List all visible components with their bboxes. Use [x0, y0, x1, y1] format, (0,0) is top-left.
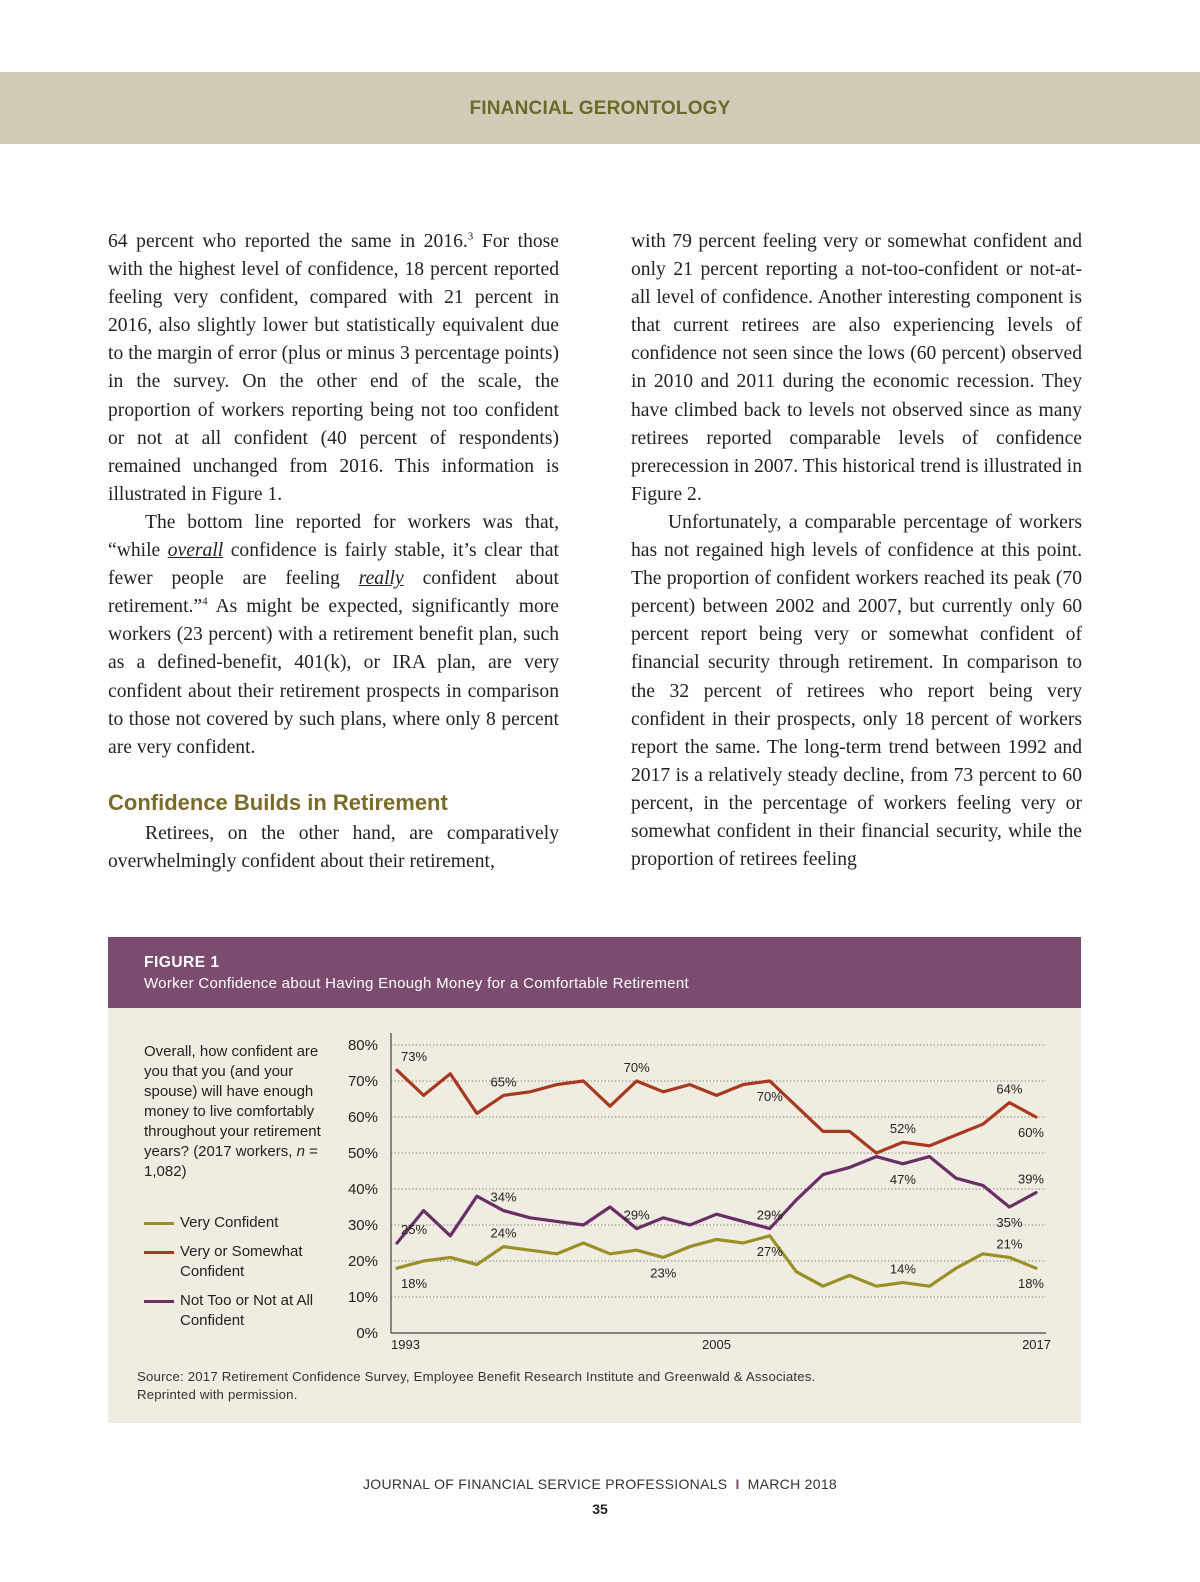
- data-point: [742, 1221, 744, 1223]
- data-point: [503, 1210, 505, 1212]
- data-point: [556, 1084, 558, 1086]
- figure-title: Worker Confidence about Having Enough Money for a Comfortable Retirement: [144, 975, 689, 992]
- data-label: 18%: [401, 1276, 428, 1292]
- line-chart: [108, 937, 1081, 1377]
- data-label: 18%: [1017, 1276, 1044, 1292]
- left-column: [108, 228, 559, 876]
- data-label: 73%: [401, 1049, 428, 1065]
- data-point: [769, 1228, 771, 1230]
- data-point: [449, 1257, 451, 1259]
- data-label: 29%: [756, 1207, 783, 1223]
- data-point: [556, 1221, 558, 1223]
- data-label: 70%: [623, 1060, 650, 1075]
- data-label: 24%: [490, 1225, 517, 1241]
- data-point: [396, 1242, 398, 1244]
- figure-label: FIGURE 1: [144, 954, 220, 971]
- data-point: [796, 1271, 798, 1273]
- data-point: [1009, 1206, 1011, 1208]
- data-point: [529, 1091, 531, 1093]
- x-tick-label: 2005: [702, 1337, 731, 1352]
- y-tick-label: 10%: [347, 1289, 378, 1306]
- data-point: [796, 1105, 798, 1107]
- data-label: 64%: [996, 1081, 1023, 1097]
- footer-separator: I: [735, 1476, 740, 1492]
- data-point: [955, 1177, 957, 1179]
- page-footer: [0, 1476, 1200, 1492]
- data-point: [583, 1224, 585, 1226]
- running-header-title: FINANCIAL GERONTOLOGY: [469, 98, 731, 119]
- data-point: [742, 1242, 744, 1244]
- data-label: 29%: [623, 1207, 650, 1223]
- data-point: [662, 1091, 664, 1093]
- data-point: [529, 1249, 531, 1251]
- footnote-ref[interactable]: 4: [202, 595, 208, 608]
- data-label: 14%: [889, 1261, 916, 1277]
- data-point: [476, 1264, 478, 1266]
- data-label: 65%: [490, 1074, 517, 1090]
- data-point: [849, 1167, 851, 1169]
- text-span: = 1,082): [144, 1143, 318, 1180]
- data-point: [609, 1253, 611, 1255]
- data-point: [875, 1285, 877, 1287]
- data-point: [716, 1239, 718, 1241]
- data-point: [982, 1185, 984, 1187]
- figure-1: [108, 937, 1081, 1423]
- figure-source: [137, 1368, 816, 1404]
- section-heading: Confidence Builds in Retirement: [108, 789, 448, 815]
- sample-size-symbol: n: [296, 1143, 305, 1160]
- data-point: [636, 1080, 638, 1082]
- data-point: [982, 1123, 984, 1125]
- text-span: The bottom line reported for workers was that, “while: [108, 511, 559, 562]
- data-point: [583, 1080, 585, 1082]
- data-point: [875, 1156, 877, 1158]
- emphasis-really: really: [358, 568, 404, 590]
- page-number: 35: [592, 1501, 608, 1517]
- y-tick-label: 70%: [347, 1073, 378, 1090]
- y-tick-label: 80%: [347, 1037, 378, 1054]
- data-point: [742, 1084, 744, 1086]
- x-tick-label: 1993: [391, 1337, 420, 1352]
- text-span: confident about retirement.”: [108, 568, 559, 618]
- right-column: [631, 228, 1082, 874]
- data-point: [822, 1131, 824, 1133]
- data-label: 34%: [490, 1189, 517, 1205]
- text-span: For those with the highest level of confidence, 18 percent reported feeling very confident, compared with 21 percent in 2016, also slightly lower but statistically equivalent due to the margin of error (plus or minus 3 percentage points) in the survey. On the other end of the scale, the proportion of workers reporting being not too confident or not at all confident (40 percent of respondents) remained unchanged from 2016. This information is illustrated in Figure 1.: [108, 231, 559, 505]
- data-point: [662, 1257, 664, 1259]
- data-point: [796, 1199, 798, 1201]
- data-point: [423, 1260, 425, 1262]
- data-point: [449, 1235, 451, 1237]
- data-point: [476, 1113, 478, 1115]
- running-header: [0, 72, 1200, 144]
- data-point: [423, 1095, 425, 1097]
- y-tick-label: 50%: [347, 1145, 378, 1162]
- data-point: [636, 1249, 638, 1251]
- y-tick-label: 40%: [347, 1181, 378, 1198]
- data-point: [982, 1253, 984, 1255]
- left-paragraph-3: Retirees, on the other hand, are comparatively overwhelmingly confident about their retirement,: [108, 822, 559, 872]
- legend-label: Not Too or Not at All Confident: [180, 1292, 314, 1329]
- data-point: [902, 1163, 904, 1165]
- data-point: [1009, 1257, 1011, 1259]
- left-paragraph-1: [108, 228, 559, 509]
- data-point: [929, 1145, 931, 1147]
- data-point: [875, 1152, 877, 1154]
- right-paragraph-1: with 79 percent feeling very or somewhat confident and only 21 percent reporting a not-too-confident or not-at-all level of confidence. Another interesting component is that current retirees are also experiencing levels of confidence not seen since the lows (60 percent) observed in 2010 and 2011 during the economic recession. They have climbed back to levels not observed since as many retirees reported comparable levels of confidence prerecession in 2007. This historical trend is illustrated in Figure 2.: [631, 231, 1082, 505]
- legend-label: Very or Somewhat Confident: [180, 1243, 303, 1280]
- data-point: [849, 1131, 851, 1133]
- data-label: 35%: [996, 1215, 1023, 1230]
- y-tick-label: 20%: [347, 1253, 378, 1270]
- data-point: [769, 1235, 771, 1237]
- data-point: [929, 1285, 931, 1287]
- data-point: [476, 1195, 478, 1197]
- left-paragraph-2: [108, 509, 559, 762]
- data-label: 39%: [1017, 1171, 1044, 1187]
- text-span: Overall, how confident are you that you (and your spouse) will have enough money to live comfortably throughout your retirement years? (2017 workers,: [144, 1043, 321, 1160]
- data-point: [662, 1217, 664, 1219]
- data-label: 47%: [889, 1171, 916, 1187]
- data-point: [609, 1206, 611, 1208]
- data-point: [955, 1267, 957, 1269]
- data-point: [503, 1095, 505, 1097]
- data-point: [503, 1246, 505, 1248]
- data-point: [955, 1134, 957, 1136]
- text-span: confidence is fairly stable, it’s clear that fewer people are feeling: [108, 540, 559, 590]
- data-point: [1009, 1102, 1011, 1104]
- data-point: [529, 1217, 531, 1219]
- data-label: 52%: [889, 1121, 916, 1137]
- data-point: [423, 1210, 425, 1212]
- data-label: 27%: [756, 1243, 783, 1259]
- data-point: [769, 1080, 771, 1082]
- x-tick-label: 2017: [1022, 1337, 1051, 1352]
- emphasis-overall: overall: [167, 540, 224, 562]
- data-label: 70%: [756, 1089, 783, 1104]
- source-line: Reprinted with permission.: [137, 1387, 298, 1402]
- data-point: [716, 1213, 718, 1215]
- data-point: [689, 1084, 691, 1086]
- y-tick-label: 30%: [347, 1217, 378, 1234]
- data-point: [396, 1267, 398, 1269]
- data-point: [689, 1246, 691, 1248]
- data-point: [822, 1285, 824, 1287]
- data-point: [902, 1282, 904, 1284]
- issue-date: MARCH 2018: [747, 1476, 838, 1492]
- data-label: 21%: [996, 1236, 1023, 1252]
- data-point: [929, 1156, 931, 1158]
- data-point: [556, 1253, 558, 1255]
- data-point: [583, 1242, 585, 1244]
- data-point: [902, 1141, 904, 1143]
- data-point: [1035, 1116, 1037, 1118]
- legend-label: Very Confident: [180, 1214, 279, 1231]
- data-point: [822, 1174, 824, 1176]
- data-label: 23%: [650, 1265, 677, 1281]
- data-point: [716, 1095, 718, 1097]
- text-span: 64 percent who reported the same in 2016.: [108, 231, 468, 252]
- data-point: [849, 1275, 851, 1277]
- journal-name: JOURNAL OF FINANCIAL SERVICE PROFESSIONALS: [362, 1476, 728, 1492]
- data-label: 25%: [401, 1222, 428, 1237]
- data-point: [396, 1069, 398, 1071]
- y-tick-label: 60%: [347, 1109, 378, 1126]
- y-tick-label: 0%: [356, 1325, 378, 1342]
- text-span: As might be expected, significantly more workers (23 percent) with a retirement benefit plan, such as a defined-benefit, 401(k), or IRA plan, are very confident about their retirement prospects in comparison to those not covered by such plans, where only 8 percent are very confident.: [108, 596, 559, 758]
- footnote-ref[interactable]: 3: [467, 230, 474, 243]
- data-label: 60%: [1017, 1125, 1044, 1140]
- source-line: Source: 2017 Retirement Confidence Survey, Employee Benefit Research Institute and Greenwald & Associates.: [137, 1369, 816, 1384]
- data-point: [449, 1073, 451, 1075]
- data-point: [609, 1105, 611, 1107]
- right-paragraph-2: Unfortunately, a comparable percentage of workers has not regained high levels of confidence at this point. The proportion of confident workers reached its peak (70 percent) between 2002 and 2007, but currently only 60 percent report being very or somewhat confident of financial security through retirement. In comparison to the 32 percent of retirees who report being very confident in their prospects, only 18 percent of workers report the same. The long-term trend between 1992 and 2017 is a relatively steady decline, from 73 percent to 60 percent, in the percentage of workers feeling very or somewhat confident in their financial security, while the proportion of retirees feeling: [631, 511, 1082, 871]
- data-point: [1035, 1267, 1037, 1269]
- data-point: [1035, 1192, 1037, 1194]
- data-point: [689, 1224, 691, 1226]
- data-point: [636, 1228, 638, 1230]
